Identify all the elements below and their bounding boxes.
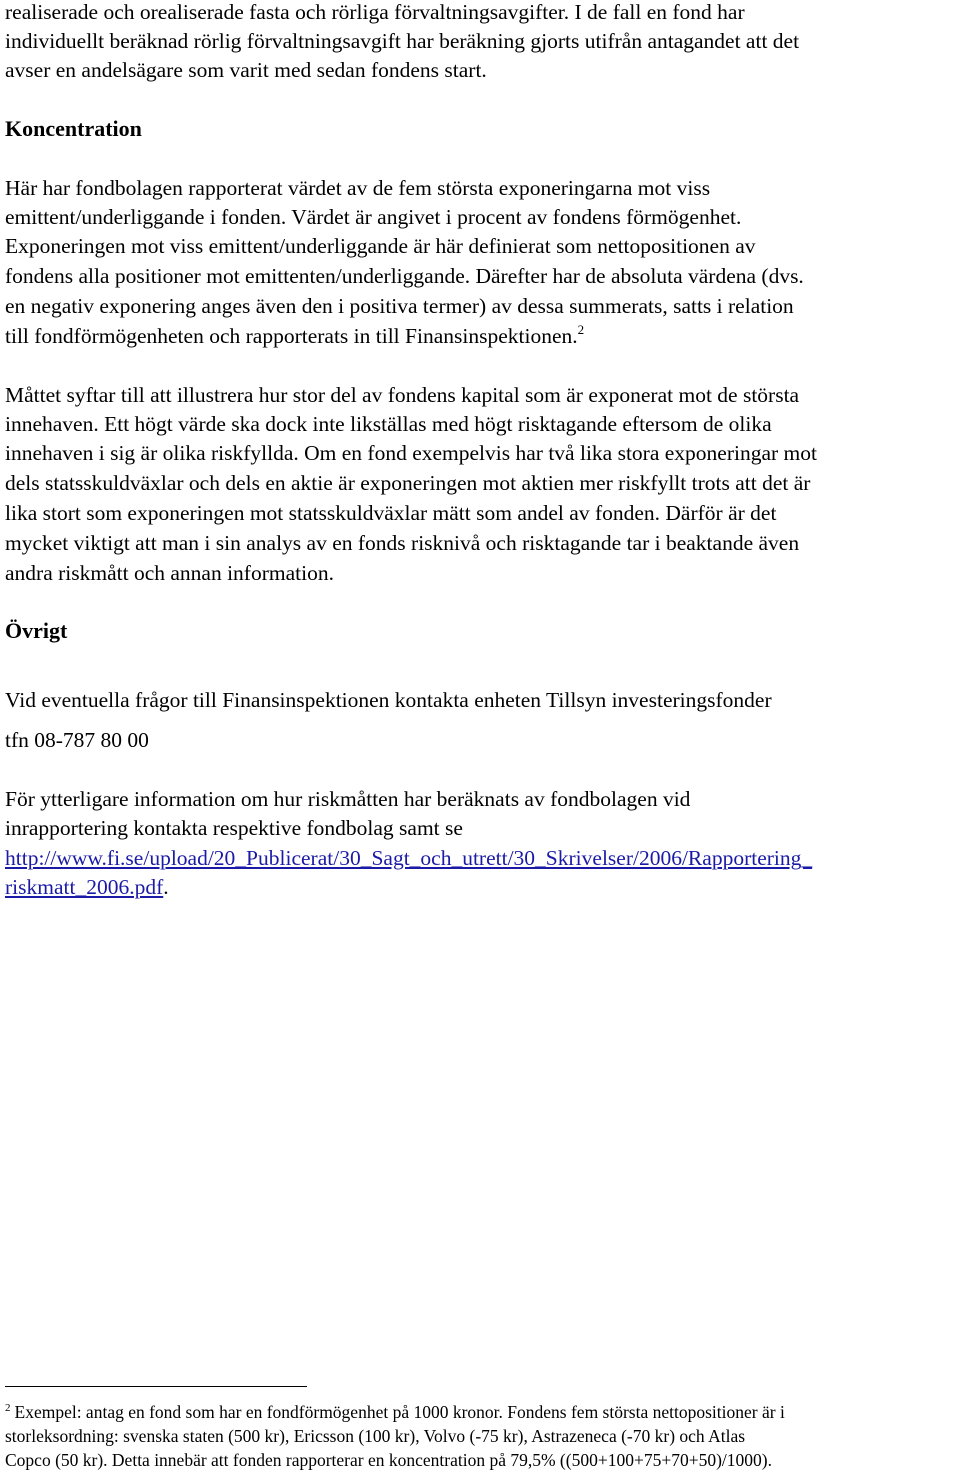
koncentration-p2-line-2: innehaven. Ett högt värde ska dock inte likställas med högt risktagande eftersom de olika: [5, 412, 772, 436]
koncentration-p1-line-3: Exponeringen mot viss emittent/underliggande är här definierat som nettopositionen av: [5, 234, 756, 258]
info-line-2: inrapportering kontakta respektive fondbolag samt se: [5, 816, 463, 840]
koncentration-p2-line-7: andra riskmått och annan information.: [5, 561, 334, 585]
koncentration-p1-line-2: emittent/underliggande i fonden. Värdet är angivet i procent av fondens förmögenhet.: [5, 205, 742, 229]
koncentration-p1-line-6-text: till fondförmögenheten och rapporterats in till Finansinspektionen.: [5, 324, 578, 348]
koncentration-p1-line-5: en negativ exponering anges även den i positiva termer) av dessa summerats, satts i relation: [5, 294, 794, 318]
report-link-line-1: [5, 844, 812, 872]
koncentration-p2-line-1: Måttet syftar till att illustrera hur stor del av fondens kapital som är exponerat mot de största: [5, 383, 800, 407]
report-link[interactable]: http://www.fi.se/upload/20_Publicerat/30_Sagt_och_utrett/30_Skrivelser/2006/Rapportering_: [5, 846, 813, 870]
koncentration-p2-line-6: mycket viktigt att man i sin analys av en fonds risknivå och risktagande tar i beaktande även: [5, 531, 800, 555]
info-line-1: För ytterligare information om hur riskmåtten har beräknats av fondbolagen vid: [5, 787, 691, 811]
intro-line-3: avser en andelsägare som varit med sedan fondens start.: [5, 58, 487, 82]
footnote-line-2: storleksordning: svenska staten (500 kr), Ericsson (100 kr), Volvo (-75 kr), Astrazeneca (-70 kr) och Atlas: [5, 1426, 746, 1446]
section-heading-ovrigt: Övrigt: [5, 618, 68, 643]
section-heading-koncentration: Koncentration: [5, 116, 142, 141]
intro-line-1: realiserade och orealiserade fasta och rörliga förvaltningsavgifter. I de fall en fond har: [5, 0, 745, 24]
contact-text: Vid eventuella frågor till Finansinspektionen kontakta enheten Tillsyn investeringsfonder: [5, 688, 772, 712]
koncentration-p2-line-3: innehaven i sig är olika riskfyllda. Om en fond exempelvis har två lika stora exponeringar mot: [5, 441, 817, 465]
footnote-line-3: Copco (50 kr). Detta innebär att fonden rapporterar en koncentration på 79,5% ((500+100+75+70+50)/1000).: [5, 1450, 772, 1470]
intro-line-2: individuellt beräknad rörlig förvaltningsavgift har beräkning gjorts utifrån antagandet att det: [5, 29, 800, 53]
footnote-line-1: [5, 1400, 785, 1424]
phone-number: tfn 08-787 80 00: [5, 728, 149, 752]
koncentration-p2-line-5: lika stort som exponeringen mot statsskuldväxlar mätt som andel av fonden. Därför är det: [5, 501, 777, 525]
footnote-number: 2: [5, 1402, 11, 1414]
koncentration-p1-line-6: [5, 322, 584, 350]
report-link-continued[interactable]: riskmatt_2006.pdf: [5, 875, 164, 899]
footnote-line-1-text: Exempel: antag en fond som har en fondförmögenhet på 1000 kronor. Fondens fem största nettopositioner är i: [14, 1402, 785, 1422]
footnote-reference[interactable]: 2: [577, 322, 585, 337]
koncentration-p1-line-1: Här har fondbolagen rapporterat värdet av de fem största exponeringarna mot viss: [5, 176, 711, 200]
koncentration-p1-line-4: fondens alla positioner mot emittenten/underliggande. Därefter har de absoluta värdena (dvs.: [5, 264, 804, 288]
koncentration-p2-line-4: dels statsskuldväxlar och dels en aktie är exponeringen mot aktien mer riskfyllt trots att det är: [5, 471, 811, 495]
link-trailing-period: .: [163, 875, 169, 899]
report-link-line-2: [5, 873, 169, 901]
footnote-separator: [5, 1386, 307, 1387]
